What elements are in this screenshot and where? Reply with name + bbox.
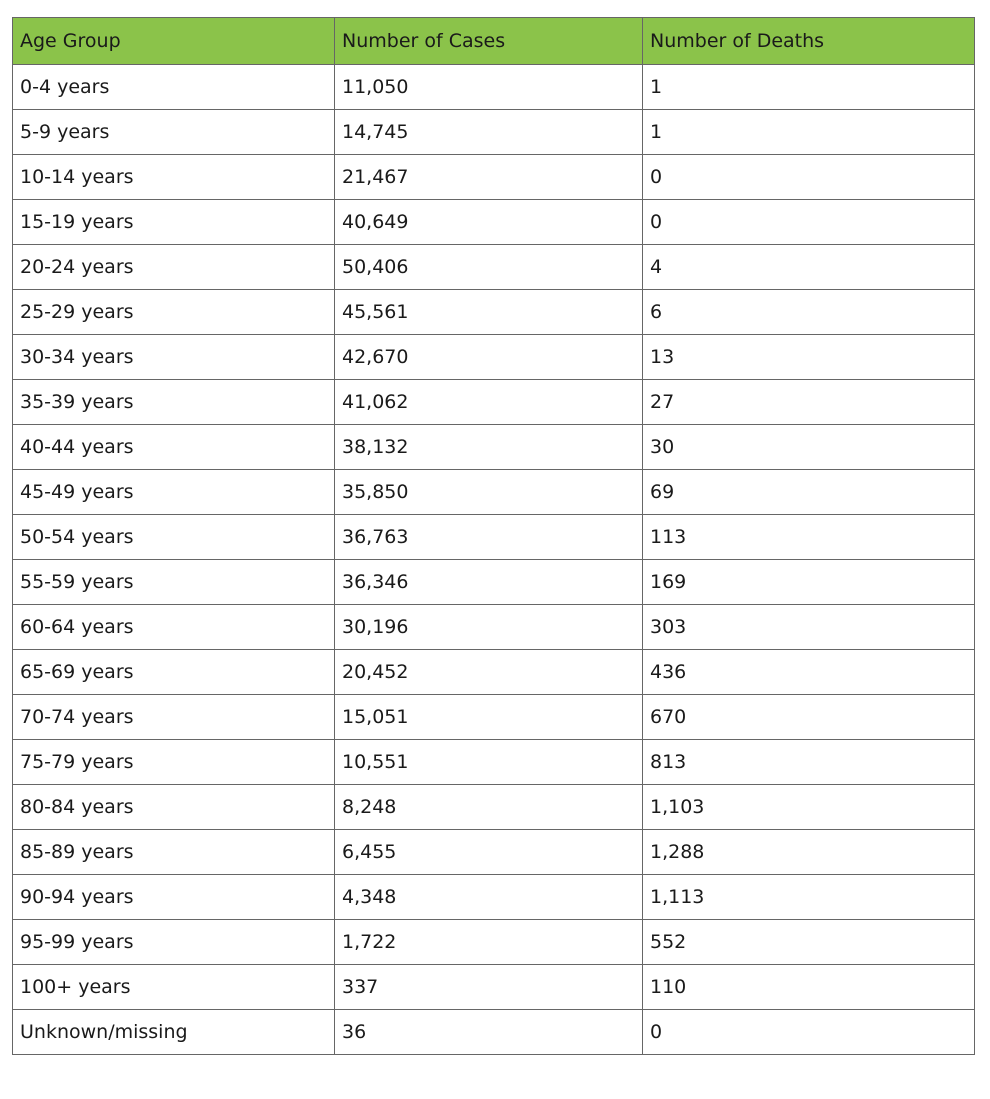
number-of-deaths-cell: 0 — [643, 200, 975, 245]
age-group-cell: 70-74 years — [13, 695, 335, 740]
number-of-cases-cell: 11,050 — [335, 65, 643, 110]
age-group-cell: 25-29 years — [13, 290, 335, 335]
column-header-number-of-cases: Number of Cases — [335, 18, 643, 65]
age-group-cell: 75-79 years — [13, 740, 335, 785]
number-of-cases-cell: 8,248 — [335, 785, 643, 830]
age-group-cell: 40-44 years — [13, 425, 335, 470]
table-row — [13, 740, 975, 785]
table-row — [13, 425, 975, 470]
table-row — [13, 605, 975, 650]
number-of-deaths-cell: 303 — [643, 605, 975, 650]
table-row — [13, 515, 975, 560]
table-row — [13, 200, 975, 245]
age-group-cell: 80-84 years — [13, 785, 335, 830]
age-group-cell: 5-9 years — [13, 110, 335, 155]
number-of-deaths-cell: 113 — [643, 515, 975, 560]
table-row — [13, 335, 975, 380]
number-of-cases-cell: 1,722 — [335, 920, 643, 965]
number-of-cases-cell: 40,649 — [335, 200, 643, 245]
age-group-cell: 0-4 years — [13, 65, 335, 110]
number-of-cases-cell: 15,051 — [335, 695, 643, 740]
number-of-deaths-cell: 436 — [643, 650, 975, 695]
table-row — [13, 155, 975, 200]
number-of-deaths-cell: 813 — [643, 740, 975, 785]
number-of-cases-cell: 36,763 — [335, 515, 643, 560]
number-of-cases-cell: 14,745 — [335, 110, 643, 155]
table-header — [13, 18, 975, 65]
number-of-cases-cell: 38,132 — [335, 425, 643, 470]
number-of-deaths-cell: 1,288 — [643, 830, 975, 875]
table-row — [13, 470, 975, 515]
age-group-cell: 15-19 years — [13, 200, 335, 245]
number-of-cases-cell: 35,850 — [335, 470, 643, 515]
table-row — [13, 830, 975, 875]
number-of-cases-cell: 10,551 — [335, 740, 643, 785]
number-of-cases-cell: 36 — [335, 1010, 643, 1055]
number-of-deaths-cell: 1,113 — [643, 875, 975, 920]
number-of-deaths-cell: 1 — [643, 110, 975, 155]
number-of-cases-cell: 42,670 — [335, 335, 643, 380]
column-header-number-of-deaths: Number of Deaths — [643, 18, 975, 65]
number-of-cases-cell: 21,467 — [335, 155, 643, 200]
table-row — [13, 380, 975, 425]
number-of-cases-cell: 337 — [335, 965, 643, 1010]
header-row — [13, 18, 975, 65]
number-of-cases-cell: 50,406 — [335, 245, 643, 290]
number-of-deaths-cell: 169 — [643, 560, 975, 605]
table-row — [13, 245, 975, 290]
age-group-cell: 55-59 years — [13, 560, 335, 605]
number-of-deaths-cell: 6 — [643, 290, 975, 335]
number-of-cases-cell: 41,062 — [335, 380, 643, 425]
table-row — [13, 560, 975, 605]
number-of-cases-cell: 4,348 — [335, 875, 643, 920]
age-group-cell: 65-69 years — [13, 650, 335, 695]
age-group-cell: 45-49 years — [13, 470, 335, 515]
table-row — [13, 1010, 975, 1055]
number-of-deaths-cell: 69 — [643, 470, 975, 515]
age-group-cell: 20-24 years — [13, 245, 335, 290]
number-of-deaths-cell: 110 — [643, 965, 975, 1010]
age-group-cell: 85-89 years — [13, 830, 335, 875]
number-of-cases-cell: 20,452 — [335, 650, 643, 695]
age-group-cell: 35-39 years — [13, 380, 335, 425]
age-group-cell: Unknown/missing — [13, 1010, 335, 1055]
table-row — [13, 290, 975, 335]
table-row — [13, 785, 975, 830]
table-row — [13, 650, 975, 695]
number-of-cases-cell: 36,346 — [335, 560, 643, 605]
number-of-deaths-cell: 30 — [643, 425, 975, 470]
age-group-cell: 95-99 years — [13, 920, 335, 965]
number-of-cases-cell: 45,561 — [335, 290, 643, 335]
number-of-cases-cell: 6,455 — [335, 830, 643, 875]
age-group-cell: 100+ years — [13, 965, 335, 1010]
age-group-cell: 50-54 years — [13, 515, 335, 560]
table-row — [13, 695, 975, 740]
number-of-deaths-cell: 552 — [643, 920, 975, 965]
number-of-deaths-cell: 27 — [643, 380, 975, 425]
age-group-cell: 60-64 years — [13, 605, 335, 650]
table-row — [13, 965, 975, 1010]
age-group-cell: 30-34 years — [13, 335, 335, 380]
cases-deaths-by-age-table — [12, 17, 975, 1055]
number-of-deaths-cell: 4 — [643, 245, 975, 290]
table-body — [13, 65, 975, 1055]
number-of-deaths-cell: 13 — [643, 335, 975, 380]
age-group-cell: 10-14 years — [13, 155, 335, 200]
number-of-deaths-cell: 1 — [643, 65, 975, 110]
number-of-deaths-cell: 0 — [643, 1010, 975, 1055]
table-row — [13, 110, 975, 155]
age-group-cell: 90-94 years — [13, 875, 335, 920]
column-header-age-group: Age Group — [13, 18, 335, 65]
number-of-deaths-cell: 670 — [643, 695, 975, 740]
cases-deaths-table-container — [12, 17, 974, 1055]
number-of-deaths-cell: 1,103 — [643, 785, 975, 830]
table-row — [13, 875, 975, 920]
table-row — [13, 65, 975, 110]
number-of-cases-cell: 30,196 — [335, 605, 643, 650]
number-of-deaths-cell: 0 — [643, 155, 975, 200]
table-row — [13, 920, 975, 965]
